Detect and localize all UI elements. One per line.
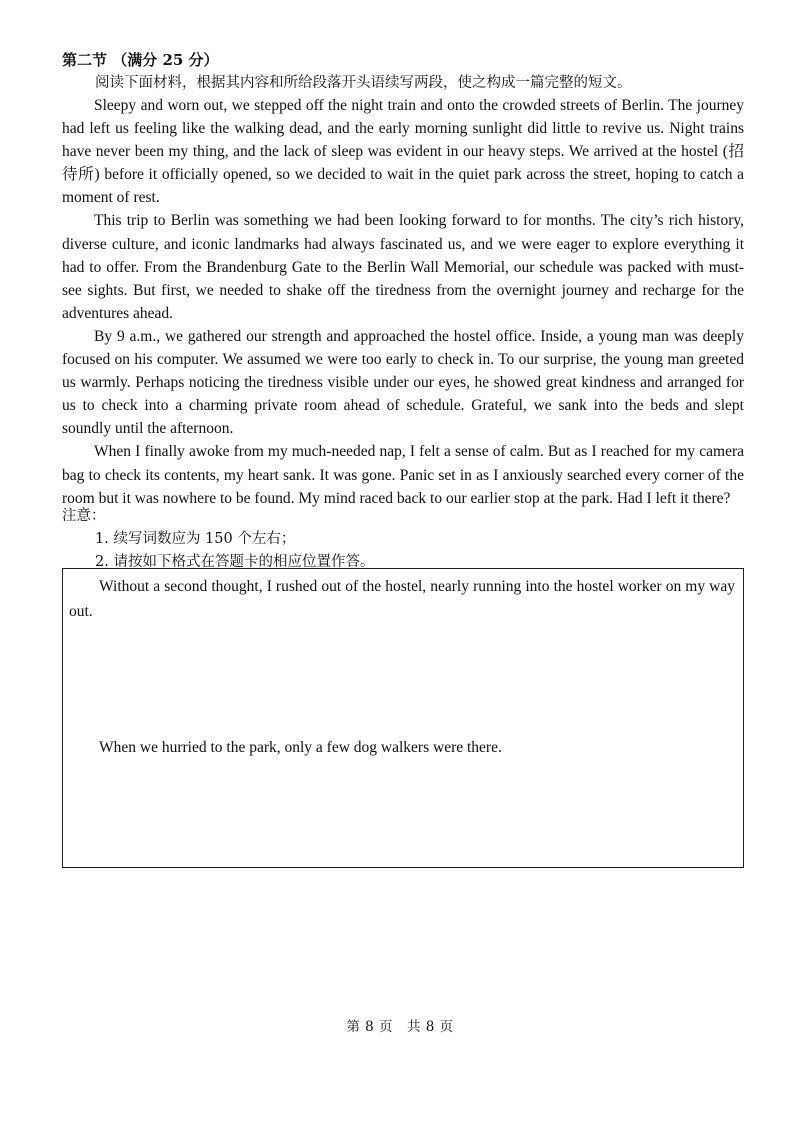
section-title: 第二节 （满分 25 分） <box>62 51 219 69</box>
passage-paragraph: Sleepy and worn out, we stepped off the night train and onto the crowded streets of Berlin. The journey had left us feeling like the walking dead, and the early morning sunlight did little to revive us. Night trains have never been my thing, and the lack of sleep was evident in our heavy steps. We arrived at the hostel (招待所) before it officially opened, so we decided to wait in the quiet park across the street, hoping to catch a moment of rest. <box>62 97 744 207</box>
passage-paragraph: By 9 a.m., we gathered our strength and approached the hostel office. Inside, a young man was deeply focused on his computer. We assumed we were too early to check in. To our surprise, the young man greeted us warmly. Perhaps noticing the tiredness visible under our eyes, he showed great kindness and arranged for us to check into a charming private room ahead of schedule. Grateful, we sank into the beds and slept soundly until the afternoon. <box>62 327 744 438</box>
page-number: 第 8 页 共 8 页 <box>346 1019 454 1035</box>
paragraph-1-opening: Without a second thought, I rushed out of the hostel, nearly running into the hostel worker on my way out. <box>69 578 735 620</box>
note-item: 1. 续写词数应为 150 个左右； <box>95 531 296 547</box>
notes-title: 注意： <box>62 508 106 524</box>
reading-passage <box>62 94 744 510</box>
paragraph-2-opening: When we hurried to the park, only a few dog walkers were there. <box>99 739 502 756</box>
task-instruction: 阅读下面材料，根据其内容和所给段落开头语续写两段，使之构成一篇完整的短文。 <box>95 75 632 91</box>
answer-box <box>62 568 744 868</box>
passage-paragraph: This trip to Berlin was something we had been looking forward to for months. The city’s rich history, diverse culture, and iconic landmarks had always fascinated us, and we were eager to explore everything it had to offer. From the Brandenburg Gate to the Berlin Wall Memorial, our schedule was packed with must-see sights. But first, we needed to shake off the tiredness from the overnight journey and recharge for the adventures ahead. <box>62 212 744 322</box>
passage-paragraph: When I finally awoke from my much-needed nap, I felt a sense of calm. But as I reached for my camera bag to check its contents, my heart sank. It was gone. Panic set in as I anxiously searched every corner of the room but it was nowhere to be found. My mind raced back to our earlier stop at the park. Had I left it there? <box>62 443 744 507</box>
note-item: 2. 请按如下格式在答题卡的相应位置作答。 <box>95 554 375 570</box>
